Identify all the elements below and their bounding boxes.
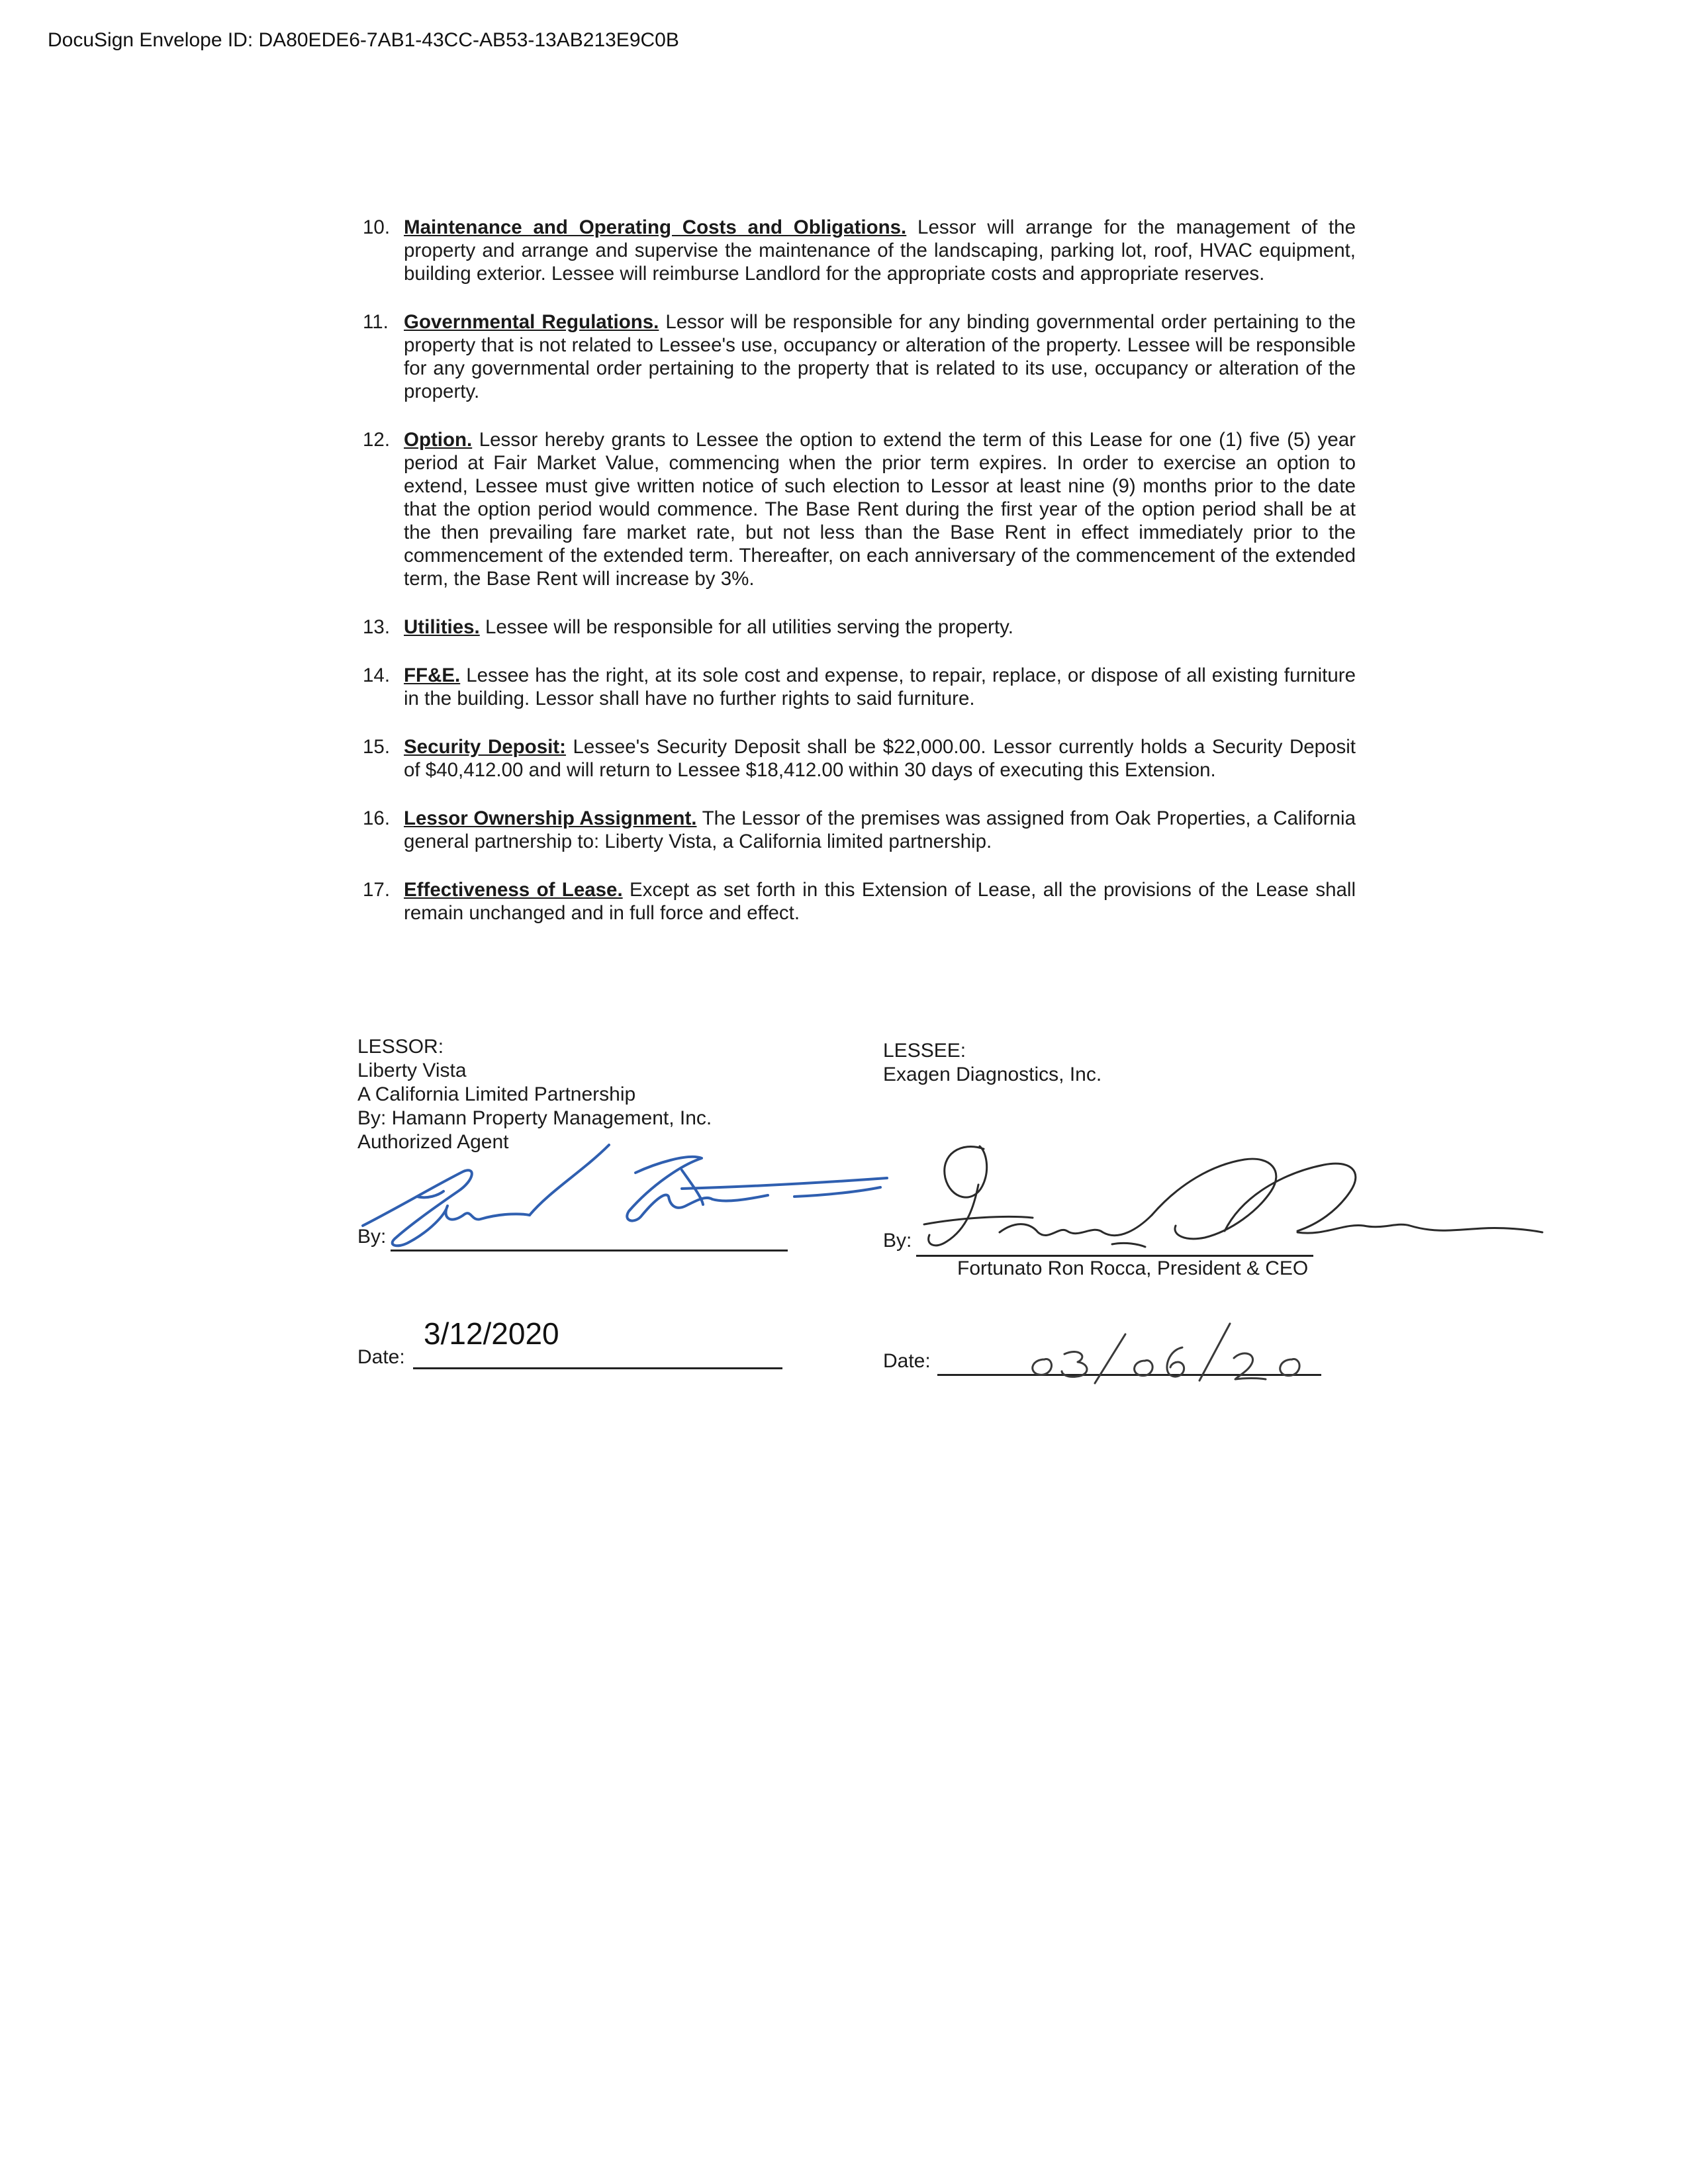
clause-number: 13. <box>363 616 391 638</box>
lessee-signer-title: Fortunato Ron Rocca, President & CEO <box>957 1257 1309 1279</box>
clause-heading: FF&E. <box>404 664 461 686</box>
lessor-date-value: 3/12/2020 <box>424 1316 559 1351</box>
lessor-entity: A California Limited Partnership <box>357 1083 636 1105</box>
clause-list <box>363 216 1356 950</box>
lessor-date-line[interactable] <box>413 1367 782 1369</box>
envelope-id: DocuSign Envelope ID: DA80EDE6-7AB1-43CC-AB53-13AB213E9C0B <box>48 29 679 51</box>
clause-11 <box>363 310 1356 403</box>
lessee-date-line[interactable] <box>937 1374 1321 1376</box>
clause-body: Lessor will be responsible for any binding governmental order pertaining to the property that is not related to Lessee's use, occupancy or alteration of the property. Lessee will be responsible for any governmental order pertaining to the property that is related to its use, occupancy or alteration of the property. <box>404 311 1356 402</box>
clause-heading: Option. <box>404 429 473 451</box>
lessor-by-label: By: <box>357 1226 387 1248</box>
clause-number: 12. <box>363 429 391 451</box>
clause-heading: Maintenance and Operating Costs and Obligations. <box>404 216 907 238</box>
clause-body: Lessor will arrange for the management of the property and arrange and supervise the maintenance of the landscaping, parking lot, roof, HVAC equipment, building exterior. Lessee will reimburse Landlord for the appropriate costs and appropriate reserves. <box>404 216 1356 285</box>
clause-heading: Lessor Ownership Assignment. <box>404 807 697 829</box>
lessor-name: Liberty Vista <box>357 1060 467 1081</box>
lessor-block <box>357 1035 712 1154</box>
clause-10 <box>363 216 1356 285</box>
clause-number: 15. <box>363 736 391 758</box>
clause-body: Lessee will be responsible for all utilities serving the property. <box>485 616 1013 638</box>
clause-number: 10. <box>363 216 391 238</box>
lessee-label: LESSEE: <box>883 1040 966 1062</box>
lessor-role: Authorized Agent <box>357 1131 509 1153</box>
clause-heading: Governmental Regulations. <box>404 311 659 333</box>
clause-17 <box>363 878 1356 925</box>
lessee-by-label: By: <box>883 1230 912 1251</box>
lessor-signature <box>363 1145 887 1246</box>
clause-13 <box>363 615 1356 639</box>
clause-body: Lessee's Security Deposit shall be $22,000.00. Lessor currently holds a Security Deposit of $40,412.00 and will return to Lessee $18,412.00 within 30 days of executing this Extension. <box>404 736 1356 781</box>
clause-body: The Lessor of the premises was assigned from Oak Properties, a California general partnership to: Liberty Vista, a California limited partnership. <box>404 807 1356 852</box>
lessee-signature <box>924 1146 1542 1247</box>
clause-heading: Utilities. <box>404 616 480 638</box>
clause-15 <box>363 735 1356 782</box>
lessee-block <box>883 1039 1102 1087</box>
lessor-signature-line[interactable] <box>391 1250 788 1251</box>
clause-14 <box>363 664 1356 710</box>
clause-heading: Security Deposit: <box>404 736 566 758</box>
clause-body: Except as set forth in this Extension of Lease, all the provisions of the Lease shall remain unchanged and in full force and effect. <box>404 879 1356 924</box>
lessor-by-line: By: Hamann Property Management, Inc. <box>357 1107 712 1129</box>
clause-number: 14. <box>363 664 391 686</box>
clause-heading: Effectiveness of Lease. <box>404 879 623 901</box>
clause-body: Lessee has the right, at its sole cost and expense, to repair, replace, or dispose of all existing furniture in the building. Lessor shall have no further rights to said furniture. <box>404 664 1356 709</box>
lessee-name: Exagen Diagnostics, Inc. <box>883 1064 1102 1085</box>
clause-number: 11. <box>363 311 389 333</box>
lessor-label: LESSOR: <box>357 1036 444 1058</box>
lessor-date-label: Date: <box>357 1346 405 1368</box>
lessee-date-label: Date: <box>883 1350 931 1372</box>
clause-16 <box>363 807 1356 853</box>
lessee-signature-line[interactable] <box>916 1255 1313 1257</box>
clause-number: 17. <box>363 879 391 901</box>
clause-number: 16. <box>363 807 391 829</box>
clause-body: Lessor hereby grants to Lessee the option to extend the term of this Lease for one (1) five (5) year period at Fair Market Value, commencing when the prior term expires. In order to exercise an option to extend, Lessee must give written notice of such election to Lessor at least nine (9) months prior to the date that the option period would commence. The Base Rent during the first year of the option period shall be at the then prevailing fare market rate, but not less than the Base Rent in effect immediately prior to the commencement of the extended term. Thereafter, on each anniversary of the commencement of the extended term, the Base Rent will increase by 3%. <box>404 429 1356 590</box>
clause-12 <box>363 428 1356 590</box>
